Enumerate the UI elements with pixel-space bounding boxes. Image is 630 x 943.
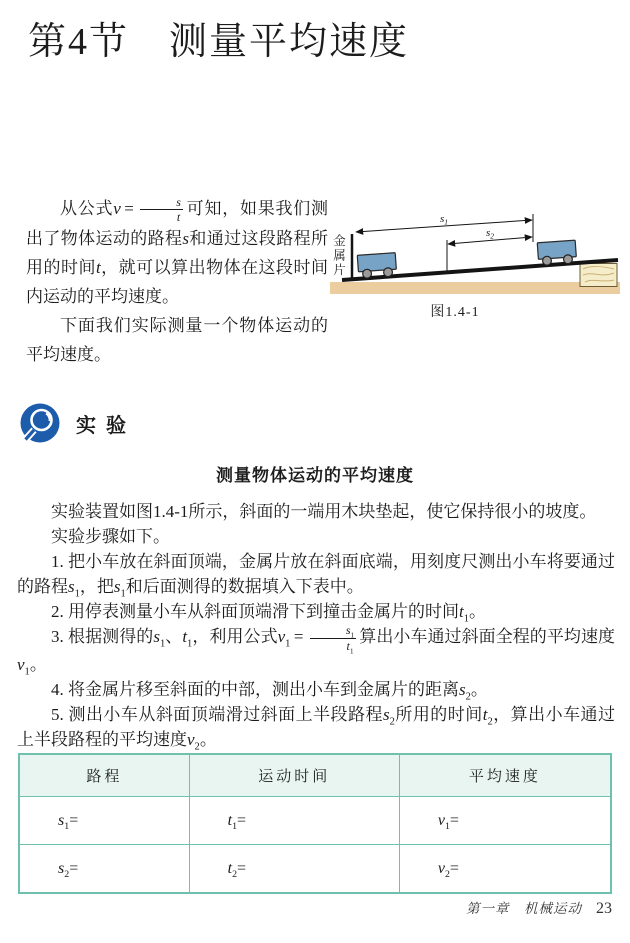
experiment-paragraphs bbox=[17, 499, 615, 752]
table-cell: $t_2=$ bbox=[189, 845, 399, 894]
incline-experiment-illustration bbox=[330, 210, 620, 294]
experiment-paragraph: 实验装置如图1.4-1所示，斜面的一端用木块垫起，使它保持很小的坡度。 bbox=[51, 502, 597, 521]
table-cell: $v_2=$ bbox=[399, 845, 611, 894]
experiment-subtitle: 测量物体运动的平均速度 bbox=[216, 466, 414, 485]
s2-label: $s_2$ bbox=[485, 227, 495, 241]
table-row bbox=[19, 797, 611, 845]
experiment-badge bbox=[20, 403, 136, 443]
table-body bbox=[19, 797, 611, 894]
page-number: 23 bbox=[596, 900, 612, 917]
figure-1-4-1 bbox=[330, 210, 620, 321]
measurement-table bbox=[18, 753, 612, 894]
section-title: 第4节 测量平均速度 bbox=[28, 21, 410, 63]
s1-label: $s_1$ bbox=[439, 213, 449, 227]
experiment-paragraph: 3. 根据测得的$s_1$、$t_1$，利用公式$v_1$ = $\frac{s_1}{t_1}$ 算出小车通过斜面全程的平均速度$v_1$。 bbox=[17, 623, 616, 678]
table-header-row bbox=[19, 754, 611, 797]
experiment-paragraph: 实验步骤如下。 bbox=[51, 527, 170, 546]
experiment-paragraph: 1. 把小车放在斜面顶端，金属片放在斜面底端，用刻度尺测出小车将要通过的路程$s_1$，把$s_1$和后面测得的数据填入下表中。 bbox=[17, 552, 615, 600]
chapter-label: 第一章 机械运动 bbox=[466, 901, 582, 916]
page-footer bbox=[466, 897, 612, 918]
wood-block bbox=[580, 264, 617, 287]
table-header-cell: 路程 bbox=[19, 754, 189, 797]
cart-left bbox=[357, 253, 397, 279]
intro-paragraph-2: 下面我们实际测量一个物体运动的平均速度。 bbox=[26, 316, 328, 365]
experiment-paragraph: 4. 将金属片移至斜面的中部，测出小车到金属片的距离$s_2$。 bbox=[51, 680, 488, 703]
intro-text bbox=[26, 194, 328, 369]
experiment-paragraph: 2. 用停表测量小车从斜面顶端滑下到撞击金属片的时间$t_1$。 bbox=[51, 602, 486, 625]
table-header-cell: 运动时间 bbox=[189, 754, 399, 797]
table-cell: $v_1=$ bbox=[399, 797, 611, 845]
s1-dimension bbox=[356, 213, 533, 242]
table-cell: $s_1=$ bbox=[19, 797, 189, 845]
table-cell: $s_2=$ bbox=[19, 845, 189, 894]
magnifier-icon bbox=[20, 403, 60, 443]
figure-caption: 图1.4-1 bbox=[430, 305, 480, 320]
ground bbox=[330, 282, 620, 294]
experiment-badge-label: 实验 bbox=[76, 414, 136, 437]
table-row bbox=[19, 845, 611, 894]
table-header-cell: 平均速度 bbox=[399, 754, 611, 797]
table-cell: $t_1=$ bbox=[189, 797, 399, 845]
experiment-paragraph: 5. 测出小车从斜面顶端滑过斜面上半段路程$s_2$所用的时间$t_2$，算出小车通过上半段路程的平均速度$v_2$。 bbox=[17, 705, 616, 753]
cart-right bbox=[537, 240, 577, 265]
intro-paragraph-1: 从公式v = $\frac{s}{t}$ 可知，如果我们测出了物体运动的路程s和通过这段路程所用的时间t，就可以算出物体在这段时间内运动的平均速度。 bbox=[26, 194, 329, 307]
metal-strip-label: 金属片 bbox=[331, 234, 346, 278]
